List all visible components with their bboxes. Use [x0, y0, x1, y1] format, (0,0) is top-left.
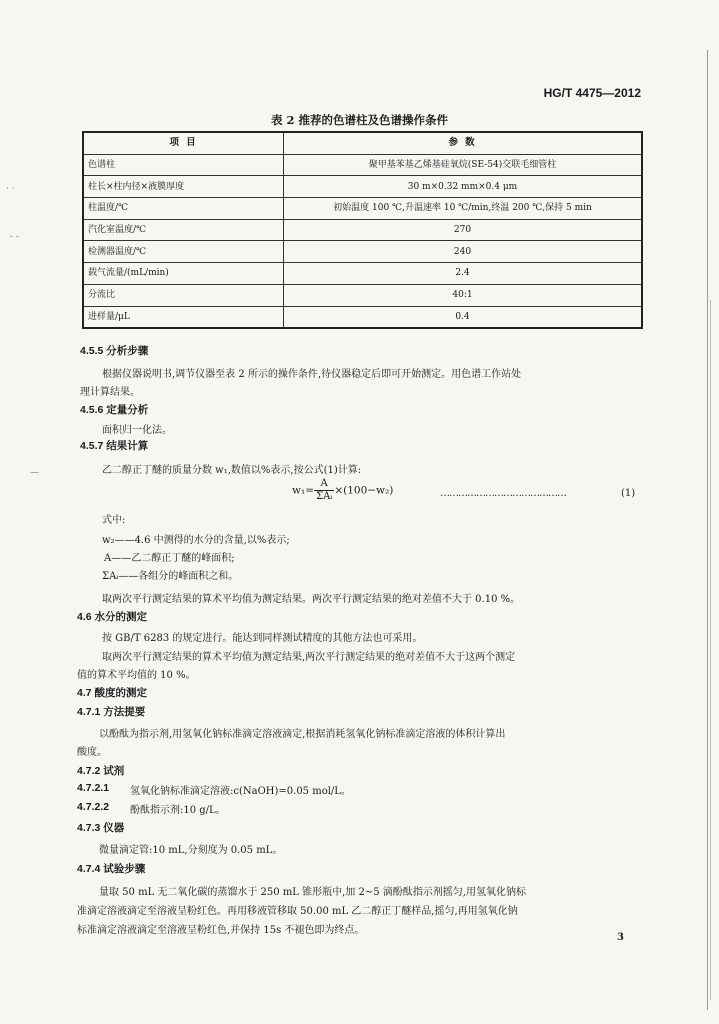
section-heading-4-7-2: 4.7.2 试剂 — [77, 765, 125, 777]
scan-edge-line-2 — [710, 300, 711, 1000]
section-heading-4-7-1: 4.7.1 方法提要 — [77, 706, 146, 718]
table-row — [83, 263, 642, 285]
formula-leader-dots: …………………………………… — [440, 488, 566, 499]
paragraph-line: 按 GB/T 6283 的规定进行。能达到同样测试精度的其他方法也可采用。 — [102, 633, 423, 644]
col-header-item: 项 目 — [83, 132, 284, 154]
paragraph-line: 以酚酞为指示剂,用氢氧化钠标准滴定溶液滴定,根据消耗氢氧化钠标准滴定溶液的体积计算出 — [99, 729, 506, 740]
paragraph-line: 理计算结果。 — [80, 387, 140, 398]
cell-item: 进样量/μL — [83, 306, 284, 328]
cell-value: 聚甲基苯基乙烯基硅氧烷(SE-54)交联毛细管柱 — [284, 154, 643, 176]
scan-mark: — — [30, 468, 39, 478]
cell-value: 初始温度 100 ℃,升温速率 10 ℃/min,终温 200 ℃,保持 5 min — [284, 198, 643, 220]
scan-mark: · · — [6, 184, 15, 194]
section-heading-4-6: 4.6 水分的测定 — [77, 611, 148, 623]
table-row — [83, 241, 642, 263]
cell-item: 汽化室温度/℃ — [83, 219, 284, 241]
paragraph-line: 面积归一化法。 — [102, 425, 172, 436]
section-heading-4-5-5: 4.5.5 分析步骤 — [80, 345, 149, 357]
cell-value: 270 — [284, 219, 643, 241]
page-number: 3 — [617, 932, 624, 943]
cell-item: 色谱柱 — [83, 154, 284, 176]
table-row — [83, 154, 642, 176]
paragraph-line: 准滴定溶液滴定至溶液呈粉红色。再用移液管移取 50.00 mL 乙二醇正丁醚样品,摇匀,再用氢氧化钠 — [77, 906, 518, 917]
cell-value: 40:1 — [284, 284, 643, 306]
paragraph-line: 取两次平行测定结果的算术平均值为测定结果,两次平行测定结果的绝对差值不大于这两个测定 — [102, 652, 516, 663]
paragraph-line: 微量滴定管:10 mL,分刻度为 0.05 mL。 — [99, 845, 283, 856]
section-heading-4-5-7: 4.5.7 结果计算 — [80, 440, 149, 452]
paragraph-line: 氢氧化钠标准滴定溶液:c(NaOH)=0.05 mol/L。 — [130, 786, 351, 797]
formula-rhs: ×(100−w₂) — [334, 484, 394, 497]
formula-1 — [292, 478, 393, 503]
cell-value: 30 m×0.32 mm×0.4 μm — [284, 176, 643, 198]
section-heading-4-7-2-2: 4.7.2.2 — [77, 801, 110, 813]
table-caption: 表 2 推荐的色谱柱及色谱操作条件 — [270, 113, 448, 127]
cell-value: 240 — [284, 241, 643, 263]
formula-lhs: w₁= — [292, 484, 314, 497]
paragraph-line: 酸度。 — [77, 747, 107, 758]
scan-edge-line — [707, 50, 708, 1010]
formula-number: (1) — [621, 488, 636, 499]
paragraph-line: 值的算术平均值的 10 %。 — [77, 670, 196, 681]
formula-denominator: ΣAᵢ — [316, 491, 333, 502]
definition-line: A——乙二醇正丁醚的峰面积; — [104, 553, 235, 564]
table-row — [83, 219, 642, 241]
chromatography-conditions-table — [82, 131, 643, 329]
table-row — [83, 306, 642, 328]
table-header-row — [83, 132, 642, 154]
table-row — [83, 284, 642, 306]
section-heading-4-7-3: 4.7.3 仪器 — [77, 822, 125, 834]
cell-value: 2.4 — [284, 263, 643, 285]
cell-item: 柱长×柱内径×液膜厚度 — [83, 176, 284, 198]
scan-mark: - - — [10, 232, 19, 242]
definition-line: w₂——4.6 中测得的水分的含量,以%表示; — [102, 535, 290, 546]
paragraph-line: 根据仪器说明书,调节仪器至表 2 所示的操作条件,待仪器稳定后即可开始测定。用色谱工作站处 — [102, 369, 522, 380]
cell-item: 分流比 — [83, 284, 284, 306]
formula-fraction — [314, 478, 334, 503]
section-heading-4-7-2-1: 4.7.2.1 — [77, 782, 110, 794]
paragraph-line: 量取 50 mL 无二氧化碳的蒸馏水于 250 mL 锥形瓶中,加 2~5 滴酚酞指示剂摇匀,用氢氧化钠标 — [99, 887, 526, 898]
table-row — [83, 198, 642, 220]
standard-number: HG/T 4475—2012 — [543, 86, 641, 100]
paragraph-line: 乙二醇正丁醚的质量分数 w₁,数值以%表示,按公式(1)计算: — [102, 465, 362, 476]
cell-item: 载气流量/(mL/min) — [83, 263, 284, 285]
col-header-param: 参 数 — [284, 132, 643, 154]
cell-item: 检测器温度/℃ — [83, 241, 284, 263]
paragraph-line: 标准滴定溶液滴定至溶液呈粉红色,并保持 15s 不褪色即为终点。 — [77, 925, 365, 936]
section-heading-4-5-6: 4.5.6 定量分析 — [80, 404, 149, 416]
paragraph-line: 酚酞指示剂:10 g/L。 — [130, 805, 226, 816]
where-label: 式中: — [102, 515, 126, 526]
paragraph-line: 取两次平行测定结果的算术平均值为测定结果。两次平行测定结果的绝对差值不大于 0.10 %。 — [102, 594, 521, 605]
cell-item: 柱温度/℃ — [83, 198, 284, 220]
formula-numerator: A — [314, 478, 334, 491]
definition-line: ΣAᵢ——各组分的峰面积之和。 — [102, 571, 239, 582]
section-heading-4-7-4: 4.7.4 试验步骤 — [77, 863, 146, 875]
table-row — [83, 176, 642, 198]
section-heading-4-7: 4.7 酸度的测定 — [77, 687, 148, 699]
cell-value: 0.4 — [284, 306, 643, 328]
